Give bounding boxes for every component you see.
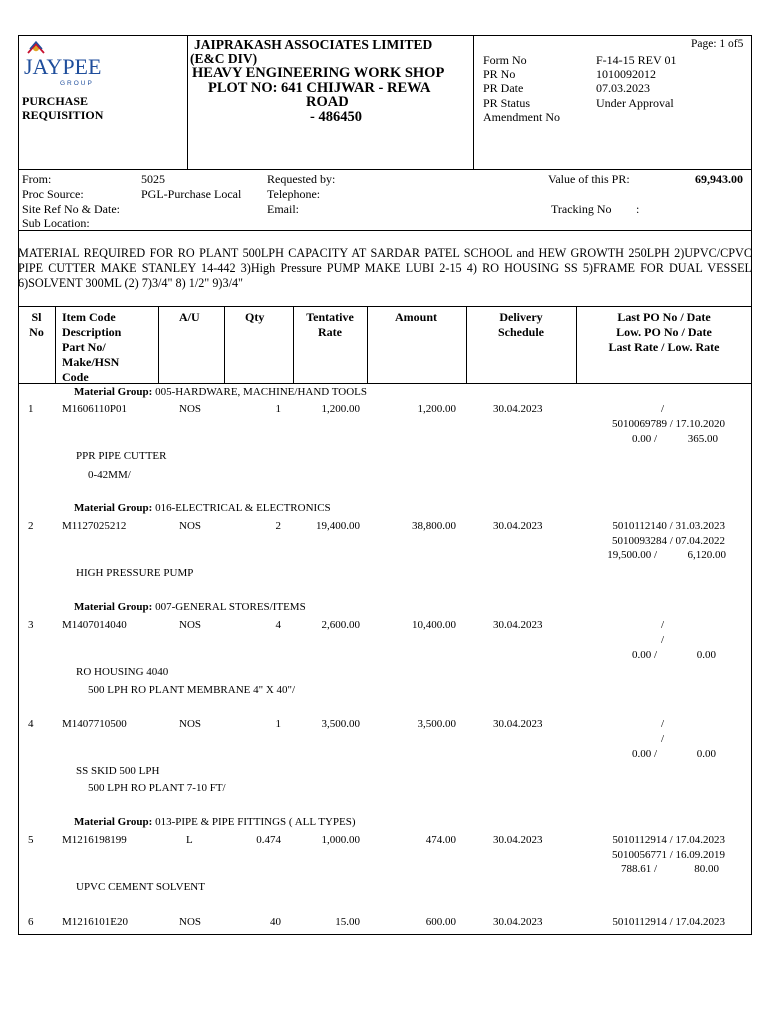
- material-group: [74, 502, 331, 514]
- item-qty: 4: [275, 619, 281, 631]
- col-divider: [224, 306, 225, 383]
- item-qty: 1: [275, 403, 281, 415]
- amendment-label: Amendment No: [483, 110, 560, 124]
- col-item-line5: Code: [62, 370, 89, 384]
- item-code: M1216101E20: [62, 916, 128, 928]
- col-item-header: [62, 310, 121, 385]
- item-last-po: 5010112140 / 31.03.2023: [612, 520, 725, 532]
- item-low-rate: 6,120.00: [687, 549, 726, 561]
- pr-no-value: 1010092012: [596, 67, 656, 81]
- pr-date-label: PR Date: [483, 81, 524, 95]
- item-rate: 1,000.00: [321, 834, 360, 846]
- item-code: M1216198199: [62, 834, 127, 846]
- sub-location-label: Sub Location:: [22, 216, 90, 230]
- item-code: M1407014040: [62, 619, 127, 631]
- item-last-po: /: [660, 619, 664, 631]
- item-au: NOS: [179, 520, 202, 532]
- item-last-rate: 0.00 /: [631, 433, 657, 445]
- material-group: [74, 386, 367, 398]
- item-sl: 4: [28, 718, 34, 730]
- material-group-name: 016-ELECTRICAL & ELECTRONICS: [155, 502, 331, 514]
- material-group-name: 005-HARDWARE, MACHINE/HAND TOOLS: [155, 386, 368, 398]
- col-amount-header: Amount: [395, 310, 438, 324]
- item-description: PPR PIPE CUTTER: [76, 450, 167, 462]
- company-workshop: HEAVY ENGINEERING WORK SHOP: [192, 65, 445, 81]
- col-lastpo-line3: Last Rate / Low. Rate: [608, 340, 720, 354]
- item-amount: 38,800.00: [412, 520, 456, 532]
- item-qty: 2: [275, 520, 281, 532]
- material-group-label: Material Group:: [74, 601, 153, 613]
- page-number: Page: 1 of5: [691, 38, 744, 50]
- item-low-rate: 365.00: [687, 433, 718, 445]
- item-description: UPVC CEMENT SOLVENT: [76, 881, 205, 893]
- item-description-detail: 0-42MM/: [88, 469, 131, 481]
- pr-date-value: 07.03.2023: [596, 81, 650, 95]
- col-rate-line2: Rate: [318, 325, 342, 339]
- telephone-label: Telephone:: [267, 187, 321, 201]
- purpose-bottom-rule: [18, 306, 752, 307]
- col-sl-line1: Sl: [31, 310, 42, 324]
- item-last-po: /: [660, 718, 664, 730]
- item-au: L: [186, 834, 193, 846]
- doc-type-line1: PURCHASE: [22, 94, 89, 108]
- item-description: HIGH PRESSURE PUMP: [76, 567, 194, 579]
- item-rate: 1,200.00: [321, 403, 360, 415]
- form-no-label: Form No: [483, 53, 527, 67]
- column-header-bottom-rule: [18, 383, 752, 384]
- proc-source-label: Proc Source:: [22, 187, 84, 201]
- tracking-colon: :: [636, 202, 640, 216]
- item-last-rate: 0.00 /: [631, 748, 657, 760]
- item-last-rate: 788.61 /: [620, 863, 657, 875]
- item-code: M1127025212: [62, 520, 127, 532]
- item-qty: 0.474: [256, 834, 281, 846]
- material-group-name: 007-GENERAL STORES/ITEMS: [155, 601, 306, 613]
- item-delivery: 30.04.2023: [493, 834, 543, 846]
- company-address-1: PLOT NO: 641 CHIJWAR - REWA: [208, 80, 431, 96]
- item-amount: 10,400.00: [412, 619, 456, 631]
- item-sl: 1: [28, 403, 34, 415]
- document-frame: [18, 35, 752, 935]
- item-rate: 19,400.00: [316, 520, 360, 532]
- material-group-label: Material Group:: [74, 816, 153, 828]
- item-amount: 474.00: [425, 834, 456, 846]
- col-lastpo-line1: Last PO No / Date: [617, 310, 711, 324]
- item-description-detail: 500 LPH RO PLANT MEMBRANE 4" X 40"/: [88, 684, 296, 696]
- from-label: From:: [22, 172, 52, 186]
- header-divider-left: [187, 35, 188, 169]
- purpose-text: MATERIAL REQUIRED FOR RO PLANT 500LPH CAPACITY AT SARDAR PATEL SCHOOL and HEW GROWTH 250LPH 2)UPVC/CPVC PIPE CUTTER MAKE STANLEY 14-442 3)High Pressure PUMP MAKE LUBI 2-15 4) RO HOUSING SS 5)FRAME FOR DUAL VESSEL 6)SOLVENT 300ML (2) 7)3/4" 8) 1/2" 9)3/4": [18, 246, 752, 290]
- requested-by-label: Requested by:: [267, 172, 336, 186]
- company-pincode: - 486450: [310, 109, 362, 125]
- col-delivery-line1: Delivery: [499, 310, 543, 324]
- item-last-rate: 0.00 /: [631, 649, 657, 661]
- item-au: NOS: [179, 718, 202, 730]
- item-description-detail: 500 LPH RO PLANT 7-10 FT/: [88, 782, 226, 794]
- col-item-line1: Item Code: [62, 310, 116, 324]
- item-low-po: 5010056771 / 16.09.2019: [611, 849, 725, 861]
- col-rate-header: [293, 310, 367, 340]
- item-code: M1407710500: [62, 718, 127, 730]
- item-low-po: 5010069789 / 17.10.2020: [611, 418, 725, 430]
- col-sl-header: [18, 310, 55, 340]
- item-low-rate: 0.00: [696, 649, 716, 661]
- item-low-po: /: [660, 634, 664, 646]
- item-last-po: /: [660, 403, 664, 415]
- header-bottom-rule: [18, 169, 752, 170]
- pr-value-label: Value of this PR:: [548, 172, 630, 186]
- item-delivery: 30.04.2023: [493, 718, 543, 730]
- item-amount: 3,500.00: [417, 718, 456, 730]
- item-description: RO HOUSING 4040: [76, 666, 169, 678]
- item-rate: 15.00: [335, 916, 360, 928]
- item-code: M1606110P01: [62, 403, 127, 415]
- col-divider: [55, 306, 56, 383]
- pr-value: 69,943.00: [695, 172, 743, 186]
- pr-status-label: PR Status: [483, 96, 531, 110]
- item-qty: 1: [275, 718, 281, 730]
- material-group: [74, 816, 356, 828]
- site-ref-label: Site Ref No & Date:: [22, 202, 120, 216]
- col-divider: [158, 306, 159, 383]
- col-lastpo-line2: Low. PO No / Date: [616, 325, 712, 339]
- email-label: Email:: [267, 202, 299, 216]
- col-qty-header: Qty: [245, 310, 265, 324]
- col-delivery-line2: Schedule: [497, 325, 544, 339]
- info-bottom-rule: [18, 230, 752, 231]
- company-division: (E&C DIV): [190, 51, 258, 66]
- item-sl: 2: [28, 520, 34, 532]
- item-sl: 3: [28, 619, 34, 631]
- item-last-rate: 19,500.00 /: [607, 549, 657, 561]
- material-group-label: Material Group:: [74, 502, 153, 514]
- item-sl: 5: [28, 834, 34, 846]
- col-rate-line1: Tentative: [306, 310, 354, 324]
- doc-type-line2: REQUISITION: [22, 108, 104, 122]
- material-group: [74, 601, 306, 613]
- col-delivery-header: [466, 310, 576, 340]
- col-item-line3: Part No/: [62, 340, 106, 354]
- item-low-po: 5010093284 / 07.04.2022: [611, 535, 725, 547]
- item-au: NOS: [179, 403, 202, 415]
- jaypee-logo-icon: [22, 40, 117, 88]
- col-lastpo-header: [576, 310, 752, 355]
- form-no-value: F-14-15 REV 01: [596, 53, 677, 67]
- item-rate: 3,500.00: [321, 718, 360, 730]
- item-delivery: 30.04.2023: [493, 619, 543, 631]
- col-au-header: A/U: [179, 310, 200, 324]
- company-address-2: ROAD: [306, 94, 349, 110]
- pr-no-label: PR No: [483, 67, 516, 81]
- tracking-label: Tracking No: [551, 202, 612, 216]
- item-low-rate: 0.00: [696, 748, 716, 760]
- item-au: NOS: [179, 916, 202, 928]
- col-divider: [367, 306, 368, 383]
- col-item-line4: Make/HSN: [62, 355, 120, 369]
- item-low-rate: 80.00: [694, 863, 719, 875]
- material-group-label: Material Group:: [74, 386, 153, 398]
- header-divider-right: [473, 35, 474, 169]
- col-sl-line2: No: [29, 325, 44, 339]
- company-name: JAIPRAKASH ASSOCIATES LIMITED: [194, 37, 433, 52]
- item-sl: 6: [28, 916, 34, 928]
- item-amount: 1,200.00: [417, 403, 456, 415]
- company-logo: [22, 40, 117, 88]
- item-low-po: /: [660, 733, 664, 745]
- item-amount: 600.00: [425, 916, 456, 928]
- proc-source-value: PGL-Purchase Local: [141, 187, 242, 201]
- item-qty: 40: [270, 916, 281, 928]
- item-description: SS SKID 500 LPH: [76, 765, 160, 777]
- pr-status-value: Under Approval: [596, 96, 674, 110]
- logo-wordmark: JAYPEE: [24, 54, 102, 79]
- item-last-po: 5010112914 / 17.04.2023: [612, 834, 725, 846]
- item-rate: 2,600.00: [321, 619, 360, 631]
- col-item-line2: Description: [62, 325, 122, 339]
- logo-subtext: GROUP: [60, 80, 94, 87]
- from-value: 5025: [141, 172, 165, 186]
- item-au: NOS: [179, 619, 202, 631]
- item-delivery: 30.04.2023: [493, 916, 543, 928]
- item-delivery: 30.04.2023: [493, 520, 543, 532]
- material-group-name: 013-PIPE & PIPE FITTINGS ( ALL TYPES): [155, 816, 356, 828]
- item-delivery: 30.04.2023: [493, 403, 543, 415]
- item-last-po: 5010112914 / 17.04.2023: [612, 916, 725, 928]
